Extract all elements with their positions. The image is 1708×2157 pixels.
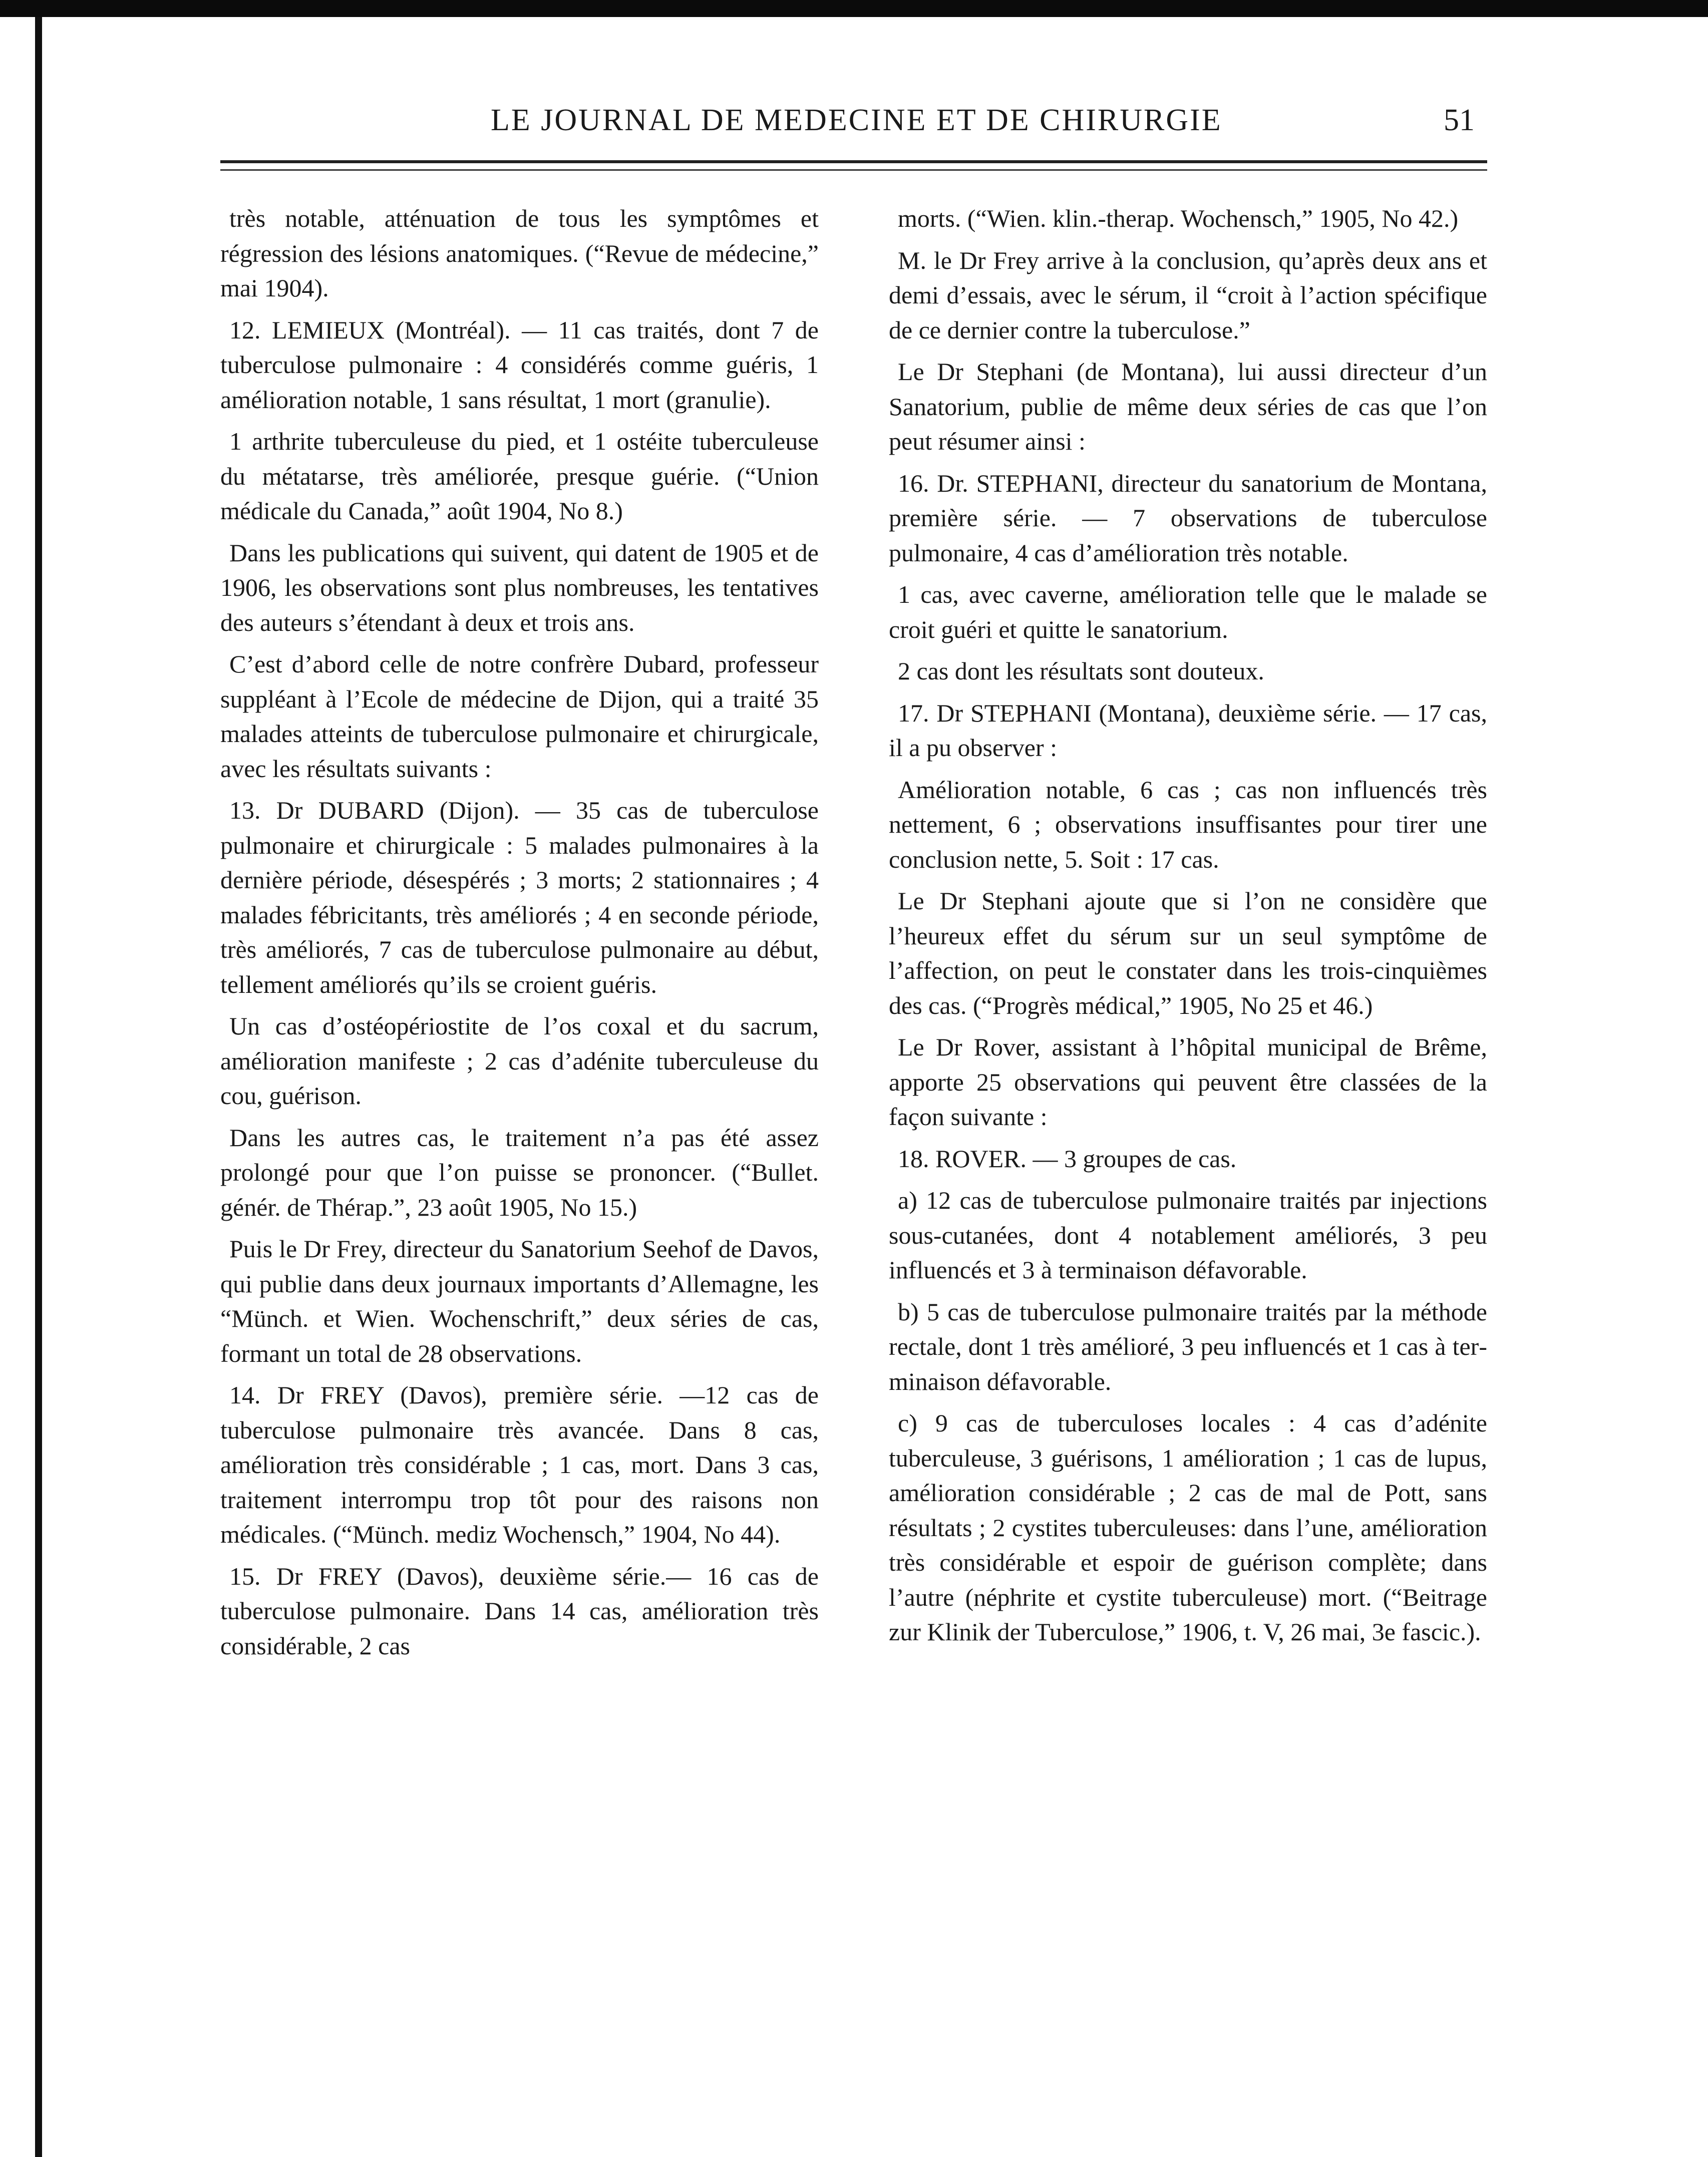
paragraph: 13. Dr DUBARD (Dijon). — 35 cas de tuberculose pulmonaire et chirurgicale : 5 malades pulmonaires à la dernière période, désespérés ; 3 morts; 2 stationnaires ; 4 malades fébricitants, très améliorés ; 4 en seconde période, très améliorés, 7 cas de tuberculose pulmonaire au début, tellement améliorés qu’ils se croient guéris. — [220, 796, 819, 998]
paragraph: très notable, atténuation de tous les symptômes et régression des lésions anatomiques. (“Revue de médecine,” mai 1904). — [220, 204, 819, 302]
paragraph: 1 cas, avec caverne, amélioration telle que le malade se croit guéri et quitte le sanatorium. — [889, 580, 1487, 643]
paragraph: 15. Dr FREY (Davos), deuxième série.— 16 cas de tuberculose pulmonaire. Dans 14 cas, amélioration très considérable, 2 cas — [220, 1562, 819, 1660]
paragraph: Le Dr Stephani (de Montana), lui aussi directeur d’un Sanatorium, publie de même deux séries de cas que l’on peut résumer ainsi : — [889, 357, 1487, 455]
paragraph: M. le Dr Frey arrive à la conclusion, qu’après deux ans et demi d’essais, avec le sérum, il “croit à l’action spécifique de ce dernier contre la tuberculose.” — [889, 246, 1487, 344]
paragraph: Dans les autres cas, le traitement n’a pas été assez prolongé pour que l’on puisse se prononcer. (“Bullet. génér. de Thérap.”, 23 août 1905, No 15.) — [220, 1123, 819, 1221]
scan-left-edge — [35, 17, 42, 2157]
paragraph: 16. Dr. STEPHANI, directeur du sanatorium de Montana, première série. — 7 observations de tuberculose pulmonaire, 4 cas d’amélioration très notable. — [889, 469, 1487, 567]
journal-title: LE JOURNAL DE MEDECINE ET DE CHIRURGIE — [491, 103, 1222, 137]
paragraph: a) 12 cas de tuberculose pulmonaire traités par injections sous-cutanées, dont 4 notablement améliorés, 3 peu influencés et 3 à terminaison défavorable. — [889, 1186, 1487, 1284]
header-rule-thin — [220, 169, 1487, 171]
paragraph: Puis le Dr Frey, directeur du Sanatorium Seehof de Davos, qui publie dans deux journaux importants d’Allemagne, les “Münch. et Wien. Wochenschrift,” deux séries de cas, formant un total de 28 observations. — [220, 1235, 819, 1367]
paragraph: Un cas d’ostéopériostite de l’os coxal et du sacrum, amélioration manifeste ; 2 cas d’adénite tuberculeuse du cou, guérison. — [220, 1012, 819, 1110]
paragraph: 12. LEMIEUX (Montréal). — 11 cas traités, dont 7 de tuberculose pulmonaire : 4 considérés comme guéris, 1 amélioration notable, 1 sans résultat, 1 mort (granulie). — [220, 315, 819, 414]
paragraph: C’est d’abord celle de notre confrère Dubard, professeur suppléant à l’Ecole de médecine de Dijon, qui a traité 35 malades atteints de tuberculose pulmonaire et chirurgicale, avec les résultats suivants : — [220, 650, 819, 783]
paragraph: Dans les publications qui suivent, qui datent de 1905 et de 1906, les observations sont plus nombreuses, les tentatives des auteurs s’étendant à deux et trois ans. — [220, 538, 819, 636]
paragraph: b) 5 cas de tuberculose pulmonaire traités par la méthode rectale, dont 1 très amélioré, 3 peu influencés et 1 cas à terminaison défavorable. — [889, 1297, 1487, 1395]
scan-top-border — [0, 0, 1708, 17]
paragraph: 18. ROVER. — 3 groupes de cas. — [898, 1144, 1237, 1173]
page-number: 51 — [1444, 103, 1475, 137]
paragraph: morts. (“Wien. klin.-therap. Wochensch,” 1905, No 42.) — [898, 204, 1459, 232]
paragraph: 14. Dr FREY (Davos), première série. —12 cas de tuberculose pulmonaire très avancée. Dans 8 cas, amélioration très considérable ; 1 cas, mort. Dans 3 cas, traitement interrompu trop tôt pour des raisons non médicales. (“Münch. mediz Wochensch,” 1904, No 44). — [220, 1381, 819, 1548]
paragraph: Le Dr Rover, assistant à l’hôpital municipal de Brême, apporte 25 observations qui peuvent être classées de la façon suivante : — [889, 1033, 1487, 1131]
paragraph: Amélioration notable, 6 cas ; cas non influencés très nettement, 6 ; observations insuffisantes pour tirer une conclusion nette, 5. Soit : 17 cas. — [889, 775, 1487, 873]
paragraph: 2 cas dont les résultats sont douteux. — [898, 657, 1264, 685]
right-column — [889, 201, 1487, 1657]
paragraph: c) 9 cas de tuberculoses locales : 4 cas d’adénite tuberculeuse, 3 guérisons, 1 amélioration ; 1 cas de lupus, amélioration considérable ; 2 cas de mal de Pott, sans résultats ; 2 cystites tuberculeuses: dans l’une, amélioration très considérable et espoir de guérison complète; dans l’autre (néphrite et cystite tuberculeuse) mort. (“Beitrage zur Klinik der Tuberculose,” 1906, t. V, 26 mai, 3e fascic.). — [889, 1409, 1487, 1646]
header-rule-thick — [220, 160, 1487, 163]
left-column — [220, 201, 819, 1670]
paragraph: 1 arthrite tuberculeuse du pied, et 1 ostéite tuberculeuse du métatarse, très améliorée, presque guérie. (“Union médicale du Canada,” août 1904, No 8.) — [220, 427, 819, 525]
paragraph: 17. Dr STEPHANI (Montana), deuxième série. — 17 cas, il a pu observer : — [889, 698, 1487, 762]
paragraph: Le Dr Stephani ajoute que si l’on ne considère que l’heureux effet du sérum sur un seul symptôme de l’affection, on peut le constater dans les trois-cinquièmes des cas. (“Progrès médical,” 1905, No 25 et 46.) — [889, 887, 1487, 1019]
